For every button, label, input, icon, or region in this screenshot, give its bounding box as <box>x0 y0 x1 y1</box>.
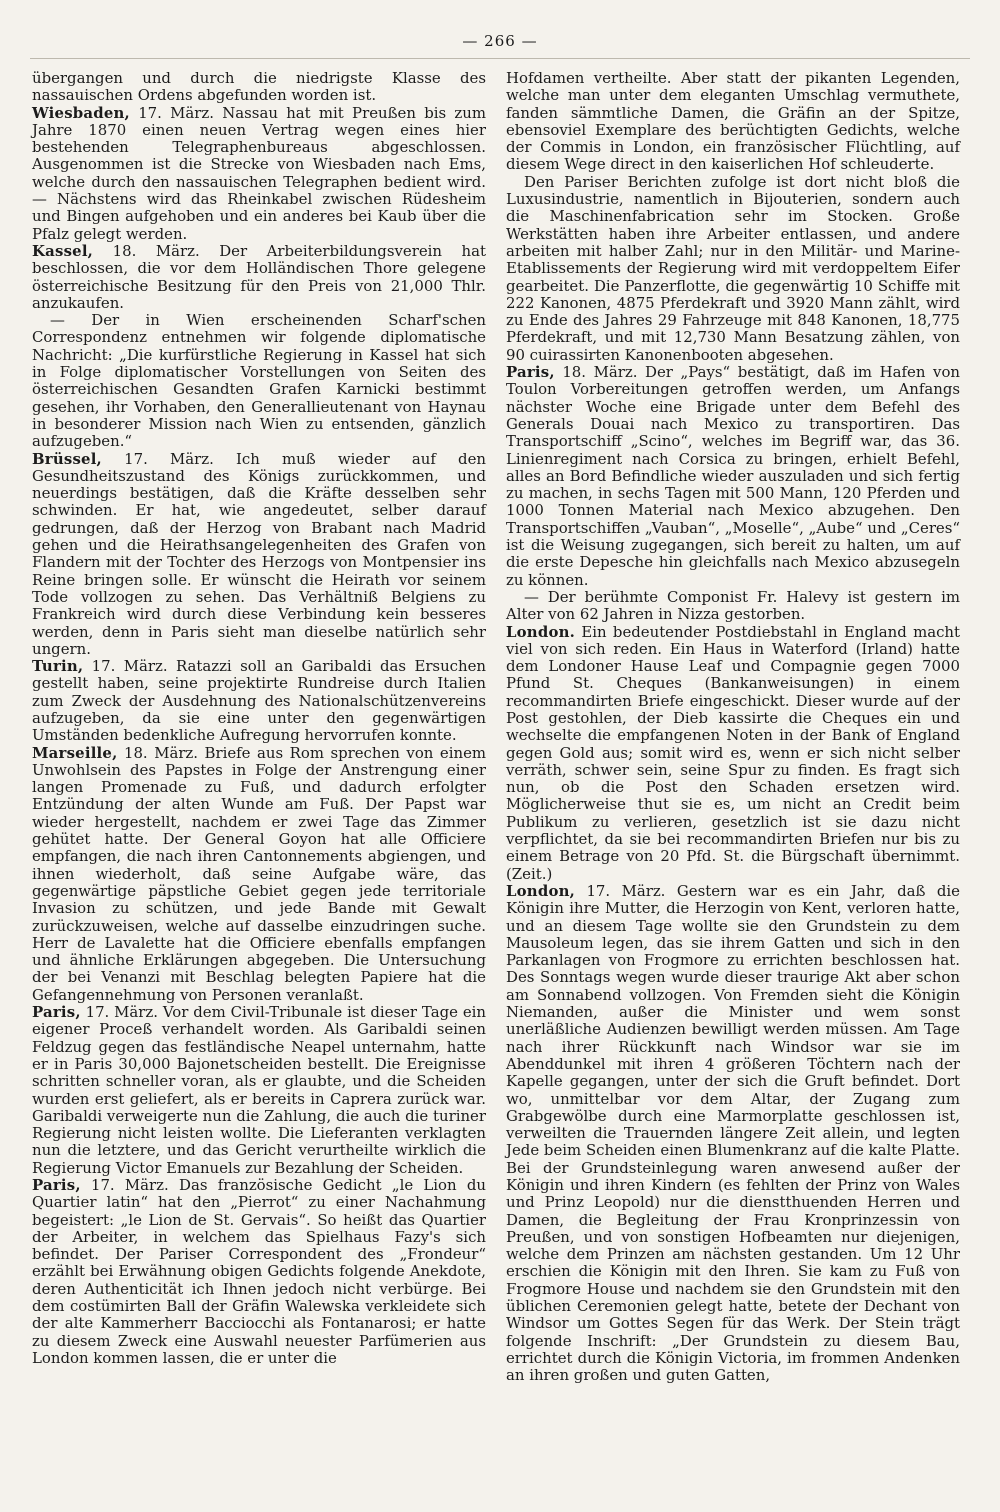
dateline: London, <box>506 881 575 900</box>
dateline: Marseille, <box>32 743 118 762</box>
dateline: Paris, <box>506 363 555 382</box>
right-column <box>506 70 960 1385</box>
page-number: — 266 — <box>462 32 538 50</box>
dateline: London. <box>506 622 575 641</box>
left-column <box>32 70 486 1367</box>
article-paragraph: Paris, 18. März. Der „Pays“ bestätigt, daß im Hafen von Toulon Vorbereitungen getroffen werden, um Anfangs nächster Woche eine Brigade unter dem Befehl des Generals Douai nach Mexico zu transportiren. Das Transportschiff „Scino“, welches im Begriff war, das 36. Linienregiment nach Corsica zu bringen, erhielt Befehl, alles an Bord Befindliche wieder auszuladen und sich fertig zu machen, in sechs Tagen mit 500 Mann, 120 Pferden und 1000 Tonnen Material nach Mexico abzugehen. Den Transportschiffen „Vauban“, „Moselle“, „Aube“ und „Ceres“ ist die Weisung zugegangen, sich bereit zu halten, um auf die erste Depesche hin gleichfalls nach Mexico abzusegeln zu können. <box>506 363 960 589</box>
dateline: Wiesbaden, <box>32 103 130 122</box>
dateline: Brüssel, <box>32 449 102 468</box>
article-paragraph: Paris, 17. März. Vor dem Civil-Tribunale ist dieser Tage ein eigener Proceß verhandelt worden. Als Garibaldi seinen Feldzug gegen das festländische Neapel unternahm, hatte er in Paris 30,000 Bajonetscheiden bestellt. Die Ereignisse schritten schneller voran, als er glaubte, und die Scheiden wurden erst geliefert, als er bereits in Caprera zurück war. Garibaldi verweigerte nun die Zahlung, die auch die turiner Regierung nicht leisten wollte. Die Lieferanten verklagten nun die letztere, und das Gericht verurtheilte wirklich die Regierung Victor Emanuels zur Bezahlung der Scheiden. <box>32 1003 486 1177</box>
dateline: Paris, <box>32 1176 81 1194</box>
article-paragraph: Wiesbaden, 17. März. Nassau hat mit Preußen bis zum Jahre 1870 einen neuen Vertrag wegen eines hier bestehenden Telegraphenbureaus abgeschlossen. Ausgenommen ist die Strecke von Wiesbaden nach Ems, welche durch den nassauischen Telegraphen bedient wird. — Nächstens wird das Rheinkabel zwischen Rüdesheim und Bingen aufgehoben und ein anderes bei Kaub über die Pfalz gelegt werden. <box>32 103 486 243</box>
article-paragraph: Brüssel, 17. März. Ich muß wieder auf den Gesundheitszustand des Königs zurückkommen, und neuerdings bestätigen, daß die Kräfte desselben sehr schwinden. Er hat, wie angedeutet, selber darauf gedrungen, daß der Herzog von Brabant nach Madrid gehen und die Heirathsangelegenheiten des Grafen von Flandern mit der Tochter des Herzogs von Montpensier ins Reine bringen solle. Er wünscht die Heirath vor seinem Tode vollzogen zu sehen. Das Verhältniß Belgiens zu Frankreich wird durch diese Verbindung kein besseres werden, denn in Paris sieht man dieselbe natürlich sehr ungern. <box>32 449 486 658</box>
article-paragraph: übergangen und durch die niedrigste Klasse des nassauischen Ordens abgefunden worden ist. <box>32 69 486 105</box>
article-paragraph: London, 17. März. Gestern war es ein Jahr, daß die Königin ihre Mutter, die Herzogin von Kent, verloren hatte, und an diesem Tage wollte sie den Grundstein zu dem Mausoleum legen, das sie ihrem Gatten und sich in den Parkanlagen von Frogmore zu errichten beschlossen hat. Des Sonntags wegen wurde dieser traurige Akt aber schon am Sonnabend vollzogen. Von Fremden sieht die Königin Niemanden, außer die Minister und wem sonst unerläßliche Audienzen bewilligt werden müssen. Am Tage nach ihrer Rückkunft nach Windsor war sie im Abenddunkel mit ihren 4 größeren Töchtern nach der Kapelle gegangen, unter der sich die Gruft befindet. Dort wo, unmittelbar vor dem Altar, der Zugang zum Grabgewölbe durch eine Marmorplatte geschlossen ist, verweilten die Trauernden längere Zeit allein, und legten Jede beim Scheiden einen Blumenkranz auf die kalte Platte. Bei der Grundsteinlegung waren anwesend außer der Königin und ihren Kindern (es fehlten der Prinz von Wales und Prinz Leopold) nur die dienstthuenden Herren und Damen, die Begleitung der Frau Kronprinzessin von Preußen, und von sonstigen Hofbeamten nur diejenigen, welche dem Prinzen am nächsten gestanden. Um 12 Uhr erschien die Königin mit den Ihren. Sie kam zu Fuß von Frogmore House und nachdem sie den Grundstein mit den üblichen Ceremonien gelegt hatte, betete der Dechant von Windsor um Gottes Segen für das Werk. Der Stein trägt folgende Inschrift: „Der Grundstein zu diesem Bau, errichtet durch die Königin Victoria, im frommen Andenken an ihren großen und guten Gatten, <box>506 881 960 1385</box>
article-paragraph: Hofdamen vertheilte. Aber statt der pikanten Legenden, welche man unter dem eleganten Umschlag vermuthete, fanden sämmtliche Damen, die Gräfin an der Spitze, ebensoviel Exemplare des berüchtigten Gedichts, welche der Commis in London, ein französischer Flüchtling, auf diesem Wege direct in den kaiserlichen Hof schleuderte. <box>506 69 960 174</box>
header-rule <box>30 58 970 59</box>
article-paragraph: Den Pariser Berichten zufolge ist dort nicht bloß die Luxusindustrie, namentlich in Bijouterien, sondern auch die Maschinenfabrication sehr im Stocken. Große Werkstätten haben ihre Arbeiter entlassen, und andere arbeiten mit halber Zahl; nur in den Militär- und Marine-Etablissements der Regierung wird mit verdoppeltem Eifer gearbeitet. Die Panzerflotte, die gegenwärtig 10 Schiffe mit 222 Kanonen, 4875 Pferdekraft und 3920 Mann zählt, wird zu Ende des Jahres 29 Fahrzeuge mit 848 Kanonen, 18,775 Pferdekraft, und mit 12,730 Mann Besatzung zählen, von 90 cuirassirten Kanonenbooten abgesehen. <box>506 172 960 364</box>
article-paragraph: Paris, 17. März. Das französische Gedicht „le Lion du Quartier latin“ hat den „Pierrot“ zu einer Nachahmung begeistert: „le Lion de St. Gervais“. So heißt das Quartier der Arbeiter, in welchem das Spielhaus Fazy's sich befindet. Der Pariser Correspondent des „Frondeur“ erzählt bei Erwähnung obigen Gedichts folgende Anekdote, deren Authenticität ich Ihnen jedoch nicht verbürge. Bei dem costümirten Ball der Gräfin Walewska verkleidete sich der alte Kammerherr Bacciocchi als Fontanarosi; er hatte zu diesem Zweck eine Auswahl neuester Parfümerien aus London kommen lassen, die er unter die <box>32 1176 486 1367</box>
article-paragraph: Kassel, 18. März. Der Arbeiterbildungsverein hat beschlossen, die vor dem Holländischen Thore gelegene österreichische Besitzung für den Preis von 21,000 Thlr. anzukaufen. <box>32 241 486 312</box>
dateline: Turin, <box>32 657 84 676</box>
article-paragraph: Turin, 17. März. Ratazzi soll an Garibaldi das Ersuchen gestellt haben, seine projektirte Rundreise durch Italien zum Zweck der Ausdehnung des Nationalschützenvereins aufzugeben, da sie eine unter den gegenwärtigen Umständen bedenkliche Aufregung hervorrufen konnte. <box>32 657 486 745</box>
article-paragraph: Marseille, 18. März. Briefe aus Rom sprechen von einem Unwohlsein des Papstes in Folge der Anstrengung einer langen Promenade zu Fuß, und dadurch erfolgter Entzündung der alten Wunde am Fuß. Der Papst war wieder hergestellt, nachdem er zwei Tage das Zimmer gehütet hatte. Der General Goyon hat alle Officiere empfangen, die nach ihren Cantonnements abgiengen, und ihnen wiederholt, daß seine Aufgabe wäre, das gegenwärtige päpstliche Gebiet gegen jede territoriale Invasion zu schützen, und jede Bande mit Gewalt zurückzuweisen, welche auf dasselbe einzudringen suche. Herr de Lavalette hat die Officiere ebenfalls empfangen und ähnliche Erklärungen abgegeben. Die Untersuchung der bei Venanzi mit Beschlag belegten Papiere hat die Gefangennehmung von Personen veranlaßt. <box>32 743 486 1004</box>
article-paragraph: London. Ein bedeutender Postdiebstahl in England macht viel von sich reden. Ein Haus in Waterford (Irland) hatte dem Londoner Hause Leaf und Compagnie gegen 7000 Pfund St. Cheques (Bankanweisungen) in einem recommandirten Briefe eingeschickt. Dieser wurde auf der Post gestohlen, der Dieb kassirte die Cheques ein und wechselte die empfangenen Noten in der Bank of England gegen Gold aus; somit wird es, wenn er sich nicht selber verräth, schwer sein, seine Spur zu finden. Es fragt sich nun, ob die Post den Schaden ersetzen wird. Möglicherweise thut sie es, um nicht an Credit beim Publikum zu verlieren, gesetzlich ist sie dazu nicht verpflichtet, da sie bei recommandirten Briefen nur bis zu einem Betrage von 20 Pfd. St. die Bürgschaft übernimmt. (Zeit.) <box>506 622 960 883</box>
article-paragraph: — Der in Wien erscheinenden Scharf'schen Correspondenz entnehmen wir folgende diplomatische Nachricht: „Die kurfürstliche Regierung in Kassel hat sich in Folge diplomatischer Vorstellungen von Seiten des österreichischen Gesandten Grafen Karnicki bestimmt gesehen, ihr Vorhaben, den Generallieutenant von Haynau in besonderer Mission nach Wien zu entsenden, gänzlich aufzugeben.“ <box>32 311 486 451</box>
dateline: Kassel, <box>32 241 94 260</box>
article-paragraph: — Der berühmte Componist Fr. Halevy ist gestern im Alter von 62 Jahren in Nizza gestorben. <box>506 587 960 624</box>
dateline: Paris, <box>32 1003 81 1022</box>
